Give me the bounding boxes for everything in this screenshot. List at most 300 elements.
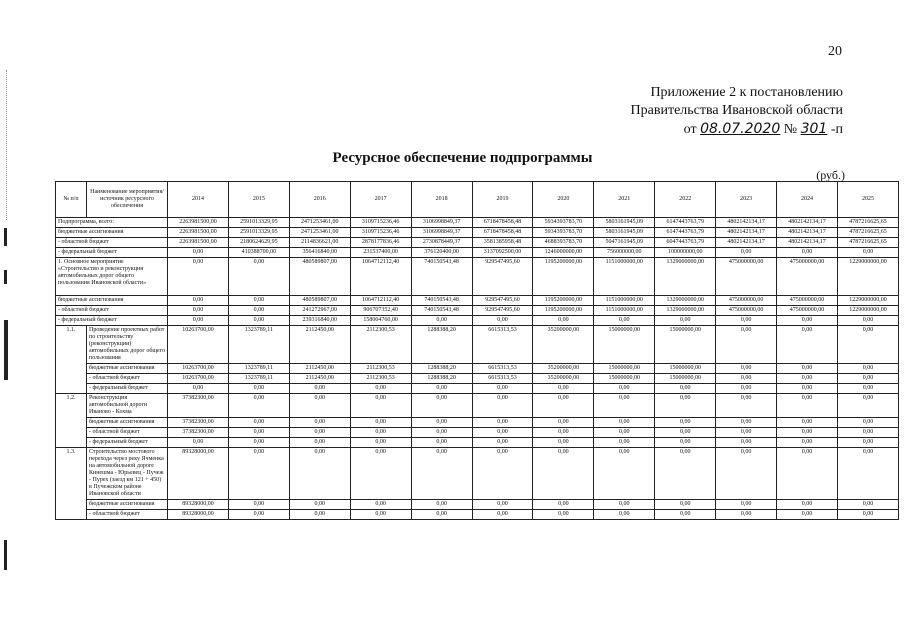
value-cell: 356416840,00	[289, 248, 350, 258]
value-cell: 0,00	[655, 428, 716, 438]
table-row	[56, 500, 899, 510]
value-cell: 929547495,60	[472, 296, 533, 306]
table-row	[56, 218, 899, 228]
table-row	[56, 394, 899, 418]
value-cell: 0,00	[472, 394, 533, 418]
value-cell: 0,00	[411, 510, 472, 520]
value-cell: 0,00	[777, 364, 838, 374]
value-cell: 1329000000,00	[655, 258, 716, 296]
value-cell: 2180624629,95	[228, 238, 289, 248]
value-cell: 0,00	[228, 316, 289, 326]
scan-margin-dots	[6, 70, 8, 220]
value-cell: 0,00	[350, 384, 411, 394]
value-cell: 0,00	[655, 448, 716, 500]
value-cell: 37382300,00	[168, 394, 229, 418]
value-cell: 480589807,00	[289, 296, 350, 306]
value-cell: 0,00	[533, 384, 594, 394]
value-cell: 6047443763,79	[655, 238, 716, 248]
value-cell: 0,00	[716, 438, 777, 448]
value-cell: 0,00	[716, 364, 777, 374]
table-row	[56, 248, 899, 258]
value-cell: 0,00	[411, 394, 472, 418]
value-cell: 3109715236,46	[350, 218, 411, 228]
value-cell: 2112450,00	[289, 364, 350, 374]
value-cell: 0,00	[411, 428, 472, 438]
table-row	[56, 306, 899, 316]
value-cell: 0,00	[350, 510, 411, 520]
value-cell: 2471253461,00	[289, 228, 350, 238]
value-cell: 929547495,60	[472, 258, 533, 296]
value-cell: 0,00	[594, 438, 655, 448]
value-cell: 0,00	[289, 394, 350, 418]
appendix-line-3	[631, 120, 843, 139]
value-cell: 0,00	[411, 384, 472, 394]
value-cell: 0,00	[837, 248, 898, 258]
value-cell: 0,00	[716, 428, 777, 438]
value-cell: 35200000,00	[533, 326, 594, 364]
value-cell: 0,00	[716, 500, 777, 510]
value-cell: 0,00	[289, 438, 350, 448]
value-cell: 15000000,00	[594, 374, 655, 384]
header-year: 2025	[837, 182, 898, 218]
value-cell: 480589807,00	[289, 258, 350, 296]
row-label: бюджетные ассигнования	[56, 228, 168, 238]
handwritten-number: 301	[800, 121, 828, 137]
value-cell: 0,00	[716, 510, 777, 520]
value-cell: 0,00	[777, 384, 838, 394]
value-cell: 0,00	[228, 510, 289, 520]
header-year: 2024	[777, 182, 838, 218]
row-label: - областной бюджет	[56, 306, 168, 316]
value-cell: 0,00	[837, 448, 898, 500]
appendix-line-1: Приложение 2 к постановлению	[650, 85, 843, 100]
value-cell: 0,00	[837, 326, 898, 364]
value-cell: 2591013329,95	[228, 218, 289, 228]
value-cell: 0,00	[837, 510, 898, 520]
value-cell: 0,00	[594, 500, 655, 510]
value-cell: 2263981500,00	[168, 238, 229, 248]
value-cell: 0,00	[716, 394, 777, 418]
value-cell: 2471253461,00	[289, 218, 350, 228]
value-cell: 0,00	[777, 448, 838, 500]
value-cell: 35200000,00	[533, 374, 594, 384]
value-cell: 0,00	[655, 418, 716, 428]
value-cell: 0,00	[777, 326, 838, 364]
value-cell: 1064712112,40	[350, 296, 411, 306]
value-cell: 0,00	[777, 394, 838, 418]
table-row	[56, 228, 899, 238]
value-cell: 1229000000,00	[837, 296, 898, 306]
row-label: - областной бюджет	[87, 374, 168, 384]
handwritten-date: 08.07.2020	[700, 121, 781, 137]
row-label: 1. Основное мероприятие «Строительство и реконструкция автомобильных дорог общего пользования Ивановской области»	[56, 258, 168, 296]
value-cell: 0,00	[228, 296, 289, 306]
value-cell: 0,00	[411, 448, 472, 500]
value-cell: 0,00	[472, 510, 533, 520]
value-cell: 0,00	[350, 438, 411, 448]
value-cell: 0,00	[168, 316, 229, 326]
value-cell: 0,00	[594, 510, 655, 520]
value-cell: 0,00	[350, 418, 411, 428]
value-cell: 2263981500,00	[168, 228, 229, 238]
value-cell: 906707352,40	[350, 306, 411, 316]
value-cell: 0,00	[716, 384, 777, 394]
value-cell: 15000000,00	[594, 326, 655, 364]
value-cell: 89328000,00	[168, 510, 229, 520]
value-cell: 0,00	[472, 418, 533, 428]
value-cell: 1195200000,00	[533, 296, 594, 306]
value-cell: 89328000,00	[168, 500, 229, 510]
value-cell: 0,00	[837, 364, 898, 374]
value-cell: 1288388,20	[411, 364, 472, 374]
value-cell: 2112300,53	[350, 374, 411, 384]
value-cell: 0,00	[837, 428, 898, 438]
value-cell: 740150543,48	[411, 306, 472, 316]
value-cell: 0,00	[350, 500, 411, 510]
value-cell: 475000000,00	[716, 258, 777, 296]
value-cell: 1195200000,00	[533, 306, 594, 316]
value-cell: 2263981500,00	[168, 218, 229, 228]
value-cell: 0,00	[472, 428, 533, 438]
value-cell: 5803161945,09	[594, 228, 655, 238]
table-row	[56, 384, 899, 394]
value-cell: 4688393783,70	[533, 238, 594, 248]
scan-margin-mark	[4, 540, 7, 570]
value-cell: 410388700,00	[228, 248, 289, 258]
value-cell: 1323789,11	[228, 364, 289, 374]
value-cell: 1229000000,00	[837, 306, 898, 316]
unit-label: (руб.)	[816, 168, 845, 182]
value-cell: 0,00	[168, 438, 229, 448]
value-cell: 4802142134,17	[716, 238, 777, 248]
value-cell: 1229000000,00	[837, 258, 898, 296]
value-cell: 0,00	[411, 500, 472, 510]
value-cell: 0,00	[350, 394, 411, 418]
value-cell: 0,00	[168, 384, 229, 394]
header-year: 2020	[533, 182, 594, 218]
row-label: - федеральный бюджет	[56, 316, 168, 326]
value-cell: 376120400,00	[411, 248, 472, 258]
value-cell: 0,00	[411, 316, 472, 326]
header-idx: № п/п	[56, 182, 87, 218]
value-cell: 6147443763,79	[655, 218, 716, 228]
value-cell: 0,00	[837, 316, 898, 326]
value-cell: 6718478458,48	[472, 218, 533, 228]
value-cell: 0,00	[289, 448, 350, 500]
value-cell: 475000000,00	[777, 296, 838, 306]
value-cell: 0,00	[533, 448, 594, 500]
value-cell: 1151000000,00	[594, 296, 655, 306]
value-cell: 0,00	[289, 418, 350, 428]
value-cell: 0,00	[533, 394, 594, 418]
value-cell: 0,00	[837, 500, 898, 510]
value-cell: 100000000,00	[655, 248, 716, 258]
value-cell: 0,00	[777, 374, 838, 384]
value-cell: 0,00	[594, 384, 655, 394]
value-cell: 475000000,00	[716, 306, 777, 316]
value-cell: 0,00	[533, 500, 594, 510]
item-index: 1.2.	[56, 394, 87, 448]
value-cell: 0,00	[716, 448, 777, 500]
value-cell: 89328000,00	[168, 448, 229, 500]
value-cell: 6718478458,48	[472, 228, 533, 238]
value-cell: 0,00	[168, 258, 229, 296]
value-cell: 0,00	[350, 428, 411, 438]
value-cell: 0,00	[594, 394, 655, 418]
value-cell: 0,00	[228, 394, 289, 418]
value-cell: 158004760,00	[350, 316, 411, 326]
value-cell: 0,00	[837, 394, 898, 418]
value-cell: 756000000,00	[594, 248, 655, 258]
value-cell: 0,00	[533, 438, 594, 448]
table-row	[56, 428, 899, 438]
value-cell: 0,00	[289, 384, 350, 394]
value-cell: 231537400,00	[350, 248, 411, 258]
value-cell: 0,00	[655, 394, 716, 418]
value-cell: 0,00	[837, 384, 898, 394]
value-cell: 15000000,00	[655, 326, 716, 364]
header-year: 2015	[228, 182, 289, 218]
value-cell: 0,00	[655, 438, 716, 448]
value-cell: 0,00	[289, 428, 350, 438]
header-year: 2014	[168, 182, 229, 218]
header-year: 2023	[716, 182, 777, 218]
row-label: - федеральный бюджет	[87, 384, 168, 394]
table-row	[56, 258, 899, 296]
value-cell: 3109715236,46	[350, 228, 411, 238]
value-cell: 2112300,53	[350, 364, 411, 374]
value-cell: 0,00	[777, 248, 838, 258]
value-cell: 0,00	[533, 418, 594, 428]
value-cell: 0,00	[594, 448, 655, 500]
value-cell: 4802142134,17	[777, 238, 838, 248]
row-label: - федеральный бюджет	[87, 438, 168, 448]
value-cell: 0,00	[228, 500, 289, 510]
value-cell: 2730878449,37	[411, 238, 472, 248]
value-cell: 0,00	[837, 374, 898, 384]
table-row	[56, 438, 899, 448]
value-cell: 0,00	[533, 428, 594, 438]
value-cell: 3581385958,48	[472, 238, 533, 248]
value-cell: 1064712112,40	[350, 258, 411, 296]
value-cell: 4802142134,17	[716, 228, 777, 238]
row-label: бюджетные ассигнования	[87, 364, 168, 374]
row-label: бюджетные ассигнования	[56, 296, 168, 306]
value-cell: 0,00	[716, 326, 777, 364]
value-cell: 1329000000,00	[655, 296, 716, 306]
page-title: Ресурсное обеспечение подпрограммы	[332, 150, 593, 166]
table-row	[56, 448, 899, 500]
value-cell: 0,00	[533, 316, 594, 326]
value-cell: 0,00	[777, 510, 838, 520]
header-year: 2019	[472, 182, 533, 218]
value-cell: 929547495,60	[472, 306, 533, 316]
value-cell: 0,00	[472, 448, 533, 500]
row-label: Подпрограмма, всего:	[56, 218, 168, 228]
header-year: 2018	[411, 182, 472, 218]
table-row	[56, 316, 899, 326]
table-row	[56, 364, 899, 374]
value-cell: 0,00	[228, 418, 289, 428]
value-cell: 1323789,11	[228, 326, 289, 364]
value-cell: 3106998849,37	[411, 228, 472, 238]
value-cell: 0,00	[411, 418, 472, 428]
value-cell: 1288388,20	[411, 326, 472, 364]
row-label: бюджетные ассигнования	[87, 500, 168, 510]
value-cell: 0,00	[594, 418, 655, 428]
value-cell: 0,00	[228, 448, 289, 500]
value-cell: 6615313,53	[472, 326, 533, 364]
item-name: Проведение проектных работ по строительству (реконструкции) автомобильных дорог общего пользования	[87, 326, 168, 364]
table-row	[56, 418, 899, 428]
value-cell: 0,00	[655, 384, 716, 394]
value-cell: 2591013329,95	[228, 228, 289, 238]
value-cell: 0,00	[837, 438, 898, 448]
value-cell: 0,00	[228, 258, 289, 296]
value-cell: 2878177836,46	[350, 238, 411, 248]
value-cell: 4802142134,17	[716, 218, 777, 228]
value-cell: 1195200000,00	[533, 258, 594, 296]
value-cell: 475000000,00	[777, 258, 838, 296]
value-cell: 0,00	[472, 384, 533, 394]
value-cell: 0,00	[716, 374, 777, 384]
value-cell: 0,00	[472, 500, 533, 510]
page-number: 20	[828, 44, 842, 59]
resource-table	[55, 181, 899, 520]
value-cell: 0,00	[655, 510, 716, 520]
value-cell: 0,00	[777, 316, 838, 326]
value-cell: 0,00	[289, 510, 350, 520]
header-year: 2017	[350, 182, 411, 218]
value-cell: 0,00	[655, 500, 716, 510]
value-cell: 0,00	[228, 438, 289, 448]
table-header-row	[56, 182, 899, 218]
value-cell: 0,00	[655, 316, 716, 326]
value-cell: 0,00	[716, 418, 777, 428]
row-label: - областной бюджет	[87, 510, 168, 520]
scan-margin-mark	[4, 320, 8, 380]
value-cell: 740150543,48	[411, 296, 472, 306]
value-cell: 241272967,00	[289, 306, 350, 316]
header-year: 2022	[655, 182, 716, 218]
value-cell: 1288388,20	[411, 374, 472, 384]
value-cell: 0,00	[777, 438, 838, 448]
item-index: 1.1.	[56, 326, 87, 394]
value-cell: 0,00	[472, 316, 533, 326]
header-name: Наименование мероприятия/источник ресурсного обеспечения	[87, 182, 168, 218]
value-cell: 5934393783,70	[533, 218, 594, 228]
value-cell: 0,00	[533, 510, 594, 520]
value-cell: 0,00	[168, 296, 229, 306]
value-cell: 0,00	[716, 248, 777, 258]
appendix-line-2: Правительства Ивановской области	[630, 103, 843, 118]
appendix-block	[631, 84, 843, 139]
value-cell: 5047161945,09	[594, 238, 655, 248]
item-name: Строительство мостового перехода через реку Ячменка на автомобильной дороге Кинешма - Юрьевец - Пучеж - Пурех (заезд км 121 + 450) в Пучежском районе Ивановской области	[87, 448, 168, 500]
value-cell: 2112450,00	[289, 374, 350, 384]
from-label: от	[683, 122, 697, 137]
value-cell: 2112450,00	[289, 326, 350, 364]
value-cell: 4787216625,65	[837, 218, 898, 228]
value-cell: 5934393783,70	[533, 228, 594, 238]
header-year: 2016	[289, 182, 350, 218]
value-cell: 0,00	[837, 418, 898, 428]
item-index: 1.3.	[56, 448, 87, 520]
value-cell: 0,00	[777, 428, 838, 438]
value-cell: 0,00	[168, 248, 229, 258]
table-row	[56, 296, 899, 306]
value-cell: 0,00	[168, 306, 229, 316]
value-cell: 0,00	[472, 438, 533, 448]
value-cell: 0,00	[777, 500, 838, 510]
value-cell: 0,00	[411, 438, 472, 448]
value-cell: 3137092500,00	[472, 248, 533, 258]
table-row	[56, 510, 899, 520]
value-cell: 0,00	[777, 418, 838, 428]
table-row	[56, 238, 899, 248]
value-cell: 15000000,00	[594, 364, 655, 374]
value-cell: 5803161945,09	[594, 218, 655, 228]
value-cell: 2112300,53	[350, 326, 411, 364]
scan-margin-mark	[4, 228, 7, 246]
value-cell: 3106998849,37	[411, 218, 472, 228]
value-cell: 10263700,00	[168, 374, 229, 384]
value-cell: 475000000,00	[777, 306, 838, 316]
value-cell: 6615313,53	[472, 364, 533, 374]
value-cell: 0,00	[228, 306, 289, 316]
value-cell: 10263700,00	[168, 326, 229, 364]
row-label: - областной бюджет	[56, 238, 168, 248]
row-label: - областной бюджет	[87, 428, 168, 438]
value-cell: 740150543,48	[411, 258, 472, 296]
value-cell: 0,00	[228, 384, 289, 394]
scan-margin-mark	[4, 270, 7, 284]
row-label: бюджетные ассигнования	[87, 418, 168, 428]
number-suffix: -п	[830, 122, 843, 137]
value-cell: 0,00	[350, 448, 411, 500]
value-cell: 35200000,00	[533, 364, 594, 374]
header-year: 2021	[594, 182, 655, 218]
value-cell: 1151000000,00	[594, 306, 655, 316]
value-cell: 10263700,00	[168, 364, 229, 374]
row-label: - федеральный бюджет	[56, 248, 168, 258]
value-cell: 0,00	[594, 428, 655, 438]
number-label: №	[783, 122, 798, 137]
value-cell: 0,00	[289, 500, 350, 510]
value-cell: 4802142134,17	[777, 228, 838, 238]
value-cell: 4787216625,65	[837, 228, 898, 238]
table-row	[56, 374, 899, 384]
value-cell: 1151000000,00	[594, 258, 655, 296]
value-cell: 15000000,00	[655, 374, 716, 384]
value-cell: 0,00	[594, 316, 655, 326]
value-cell: 1323789,11	[228, 374, 289, 384]
value-cell: 1329000000,00	[655, 306, 716, 316]
value-cell: 239316840,00	[289, 316, 350, 326]
value-cell: 6147443763,79	[655, 228, 716, 238]
value-cell: 4802142134,17	[777, 218, 838, 228]
value-cell: 0,00	[716, 316, 777, 326]
value-cell: 475000000,00	[716, 296, 777, 306]
value-cell: 15000000,00	[655, 364, 716, 374]
value-cell: 6615313,53	[472, 374, 533, 384]
value-cell: 37382300,00	[168, 428, 229, 438]
table-row	[56, 326, 899, 364]
value-cell: 2114836621,00	[289, 238, 350, 248]
value-cell: 4787216625,65	[837, 238, 898, 248]
value-cell: 0,00	[228, 428, 289, 438]
value-cell: 1246000000,00	[533, 248, 594, 258]
